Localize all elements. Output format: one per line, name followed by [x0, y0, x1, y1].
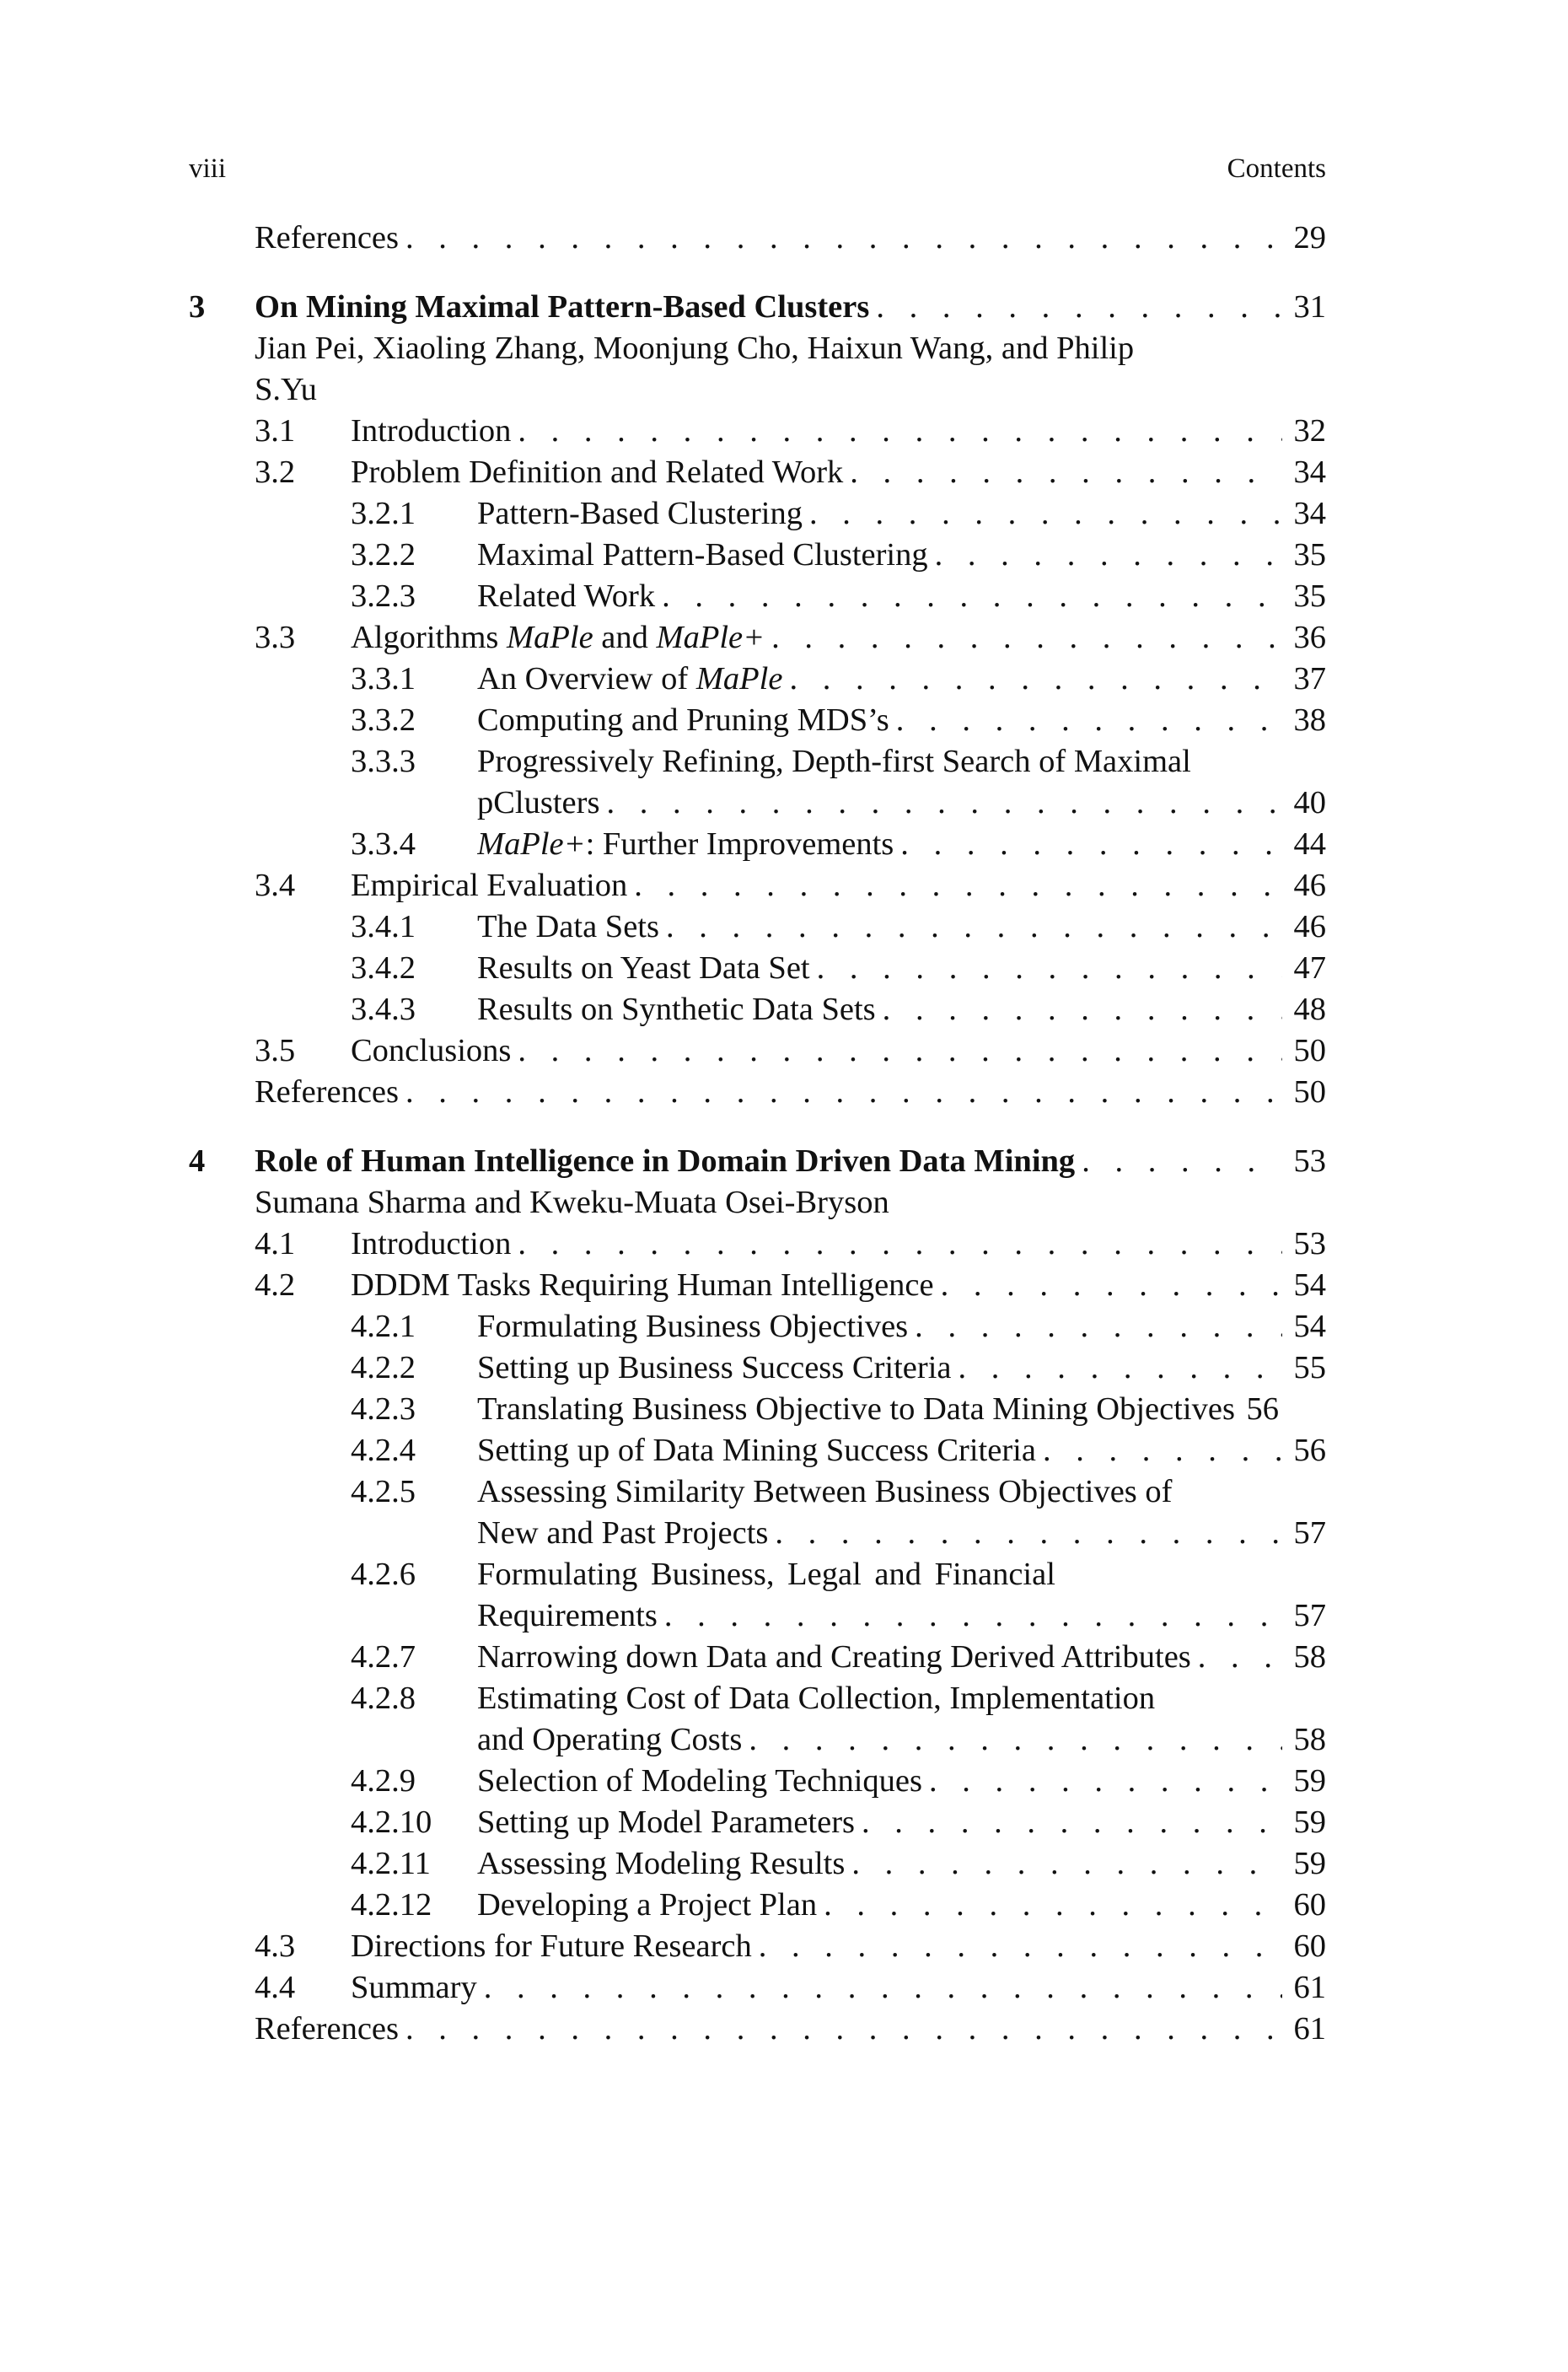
subsection-title: Setting up Model Parameters — [477, 1805, 856, 1840]
toc-references-ch4[interactable] — [189, 2009, 1326, 2050]
toc-subsection-4-2-2[interactable] — [189, 1347, 1326, 1389]
toc-section-3-5[interactable] — [189, 1030, 1326, 1072]
entry-page: 40 — [1293, 785, 1326, 820]
chapter-title: On Mining Maximal Pattern-Based Clusters — [255, 289, 870, 325]
toc-subsection-3-2-1[interactable] — [189, 493, 1326, 535]
entry-page: 56 — [1293, 1433, 1326, 1468]
subsection-number: 3.3.3 — [351, 744, 416, 779]
subsection-number: 4.2.9 — [351, 1763, 416, 1799]
title-italic: MaPle+ — [656, 620, 765, 655]
subsection-number: 4.2.6 — [351, 1557, 416, 1592]
entry-page: 53 — [1293, 1143, 1326, 1179]
subsection-title: Formulating Business Objectives — [477, 1309, 909, 1344]
dot-leader — [655, 576, 1282, 617]
entry-page: 57 — [1293, 1598, 1326, 1633]
entry-page: 44 — [1293, 826, 1326, 862]
toc-section-4-3[interactable] — [189, 1926, 1326, 1967]
entry-page: 59 — [1293, 1805, 1326, 1840]
subsection-title-line: Estimating Cost of Data Collection, Implementation — [477, 1681, 1156, 1716]
entry-page: 60 — [1293, 1928, 1326, 1964]
section-number: 4.4 — [255, 1970, 296, 2005]
subsection-title — [477, 824, 894, 865]
running-title: Contents — [1227, 153, 1326, 184]
section-title: Directions for Future Research — [351, 1928, 752, 1964]
subsection-title: Translating Business Objective to Data Mining Objectives — [477, 1391, 1235, 1427]
dot-leader — [934, 1265, 1282, 1306]
toc-subsection-3-3-1[interactable] — [189, 659, 1326, 700]
title-italic: MaPle — [695, 661, 783, 697]
subsection-title: Related Work — [477, 578, 656, 614]
entry-page: 47 — [1293, 950, 1326, 986]
subsection-title-line: Progressively Refining, Depth-first Search of Maximal — [477, 744, 1191, 779]
subsection-number: 4.2.3 — [351, 1391, 416, 1427]
subsection-title: Results on Yeast Data Set — [477, 950, 810, 986]
entry-page: 60 — [1293, 1887, 1326, 1923]
dot-leader — [1075, 1141, 1282, 1182]
section-title: Introduction — [351, 1226, 512, 1261]
toc-subsection-3-4-1[interactable] — [189, 906, 1326, 948]
toc-section-3-2[interactable] — [189, 452, 1326, 493]
dot-leader — [399, 218, 1282, 259]
toc-subsection-4-2-3[interactable] — [189, 1389, 1326, 1430]
dot-leader — [659, 906, 1282, 948]
dot-leader — [894, 824, 1282, 865]
page-number: viii — [189, 153, 227, 184]
entry-title: References — [255, 220, 399, 255]
chapter-3-authors — [189, 328, 1326, 369]
subsection-number: 4.2.8 — [351, 1681, 416, 1716]
chapter-title: Role of Human Intelligence in Domain Driven Data Mining — [255, 1143, 1076, 1179]
dot-leader — [889, 700, 1282, 741]
subsection-title — [477, 659, 782, 700]
subsection-title: Setting up Business Success Criteria — [477, 1350, 952, 1385]
subsection-title: Pattern-Based Clustering — [477, 496, 803, 531]
dot-leader — [399, 2009, 1282, 2050]
subsection-number: 3.2.3 — [351, 578, 416, 614]
toc-references-ch2[interactable] — [189, 218, 1326, 259]
subsection-title: Selection of Modeling Techniques — [477, 1763, 923, 1799]
subsection-number: 3.3.1 — [351, 661, 416, 697]
entry-page: 34 — [1293, 454, 1326, 490]
dot-leader — [511, 1224, 1282, 1265]
toc-subsection-3-2-2[interactable] — [189, 535, 1326, 576]
title-text: An Overview of — [477, 661, 696, 697]
toc-references-ch3[interactable] — [189, 1072, 1326, 1113]
chapter-number: 4 — [189, 1143, 206, 1179]
dot-leader — [855, 1802, 1282, 1843]
dot-leader — [803, 493, 1282, 535]
entry-page: 48 — [1293, 992, 1326, 1027]
toc-subsection-4-2-1[interactable] — [189, 1306, 1326, 1347]
subsection-title: Computing and Pruning MDS’s — [477, 702, 889, 738]
section-number: 4.2 — [255, 1267, 296, 1303]
section-title — [351, 617, 765, 659]
subsection-number: 4.2.5 — [351, 1474, 416, 1509]
dot-leader — [765, 617, 1282, 659]
subsection-title: and Operating Costs — [477, 1722, 743, 1757]
subsection-title: New and Past Projects — [477, 1515, 769, 1551]
subsection-number: 3.3.4 — [351, 826, 416, 862]
authors-line: S.Yu — [255, 372, 317, 407]
subsection-number: 4.2.4 — [351, 1433, 416, 1468]
toc-section-4-4[interactable] — [189, 1967, 1326, 2009]
dot-leader — [1036, 1430, 1282, 1471]
entry-page: 32 — [1293, 413, 1326, 449]
toc-subsection-4-2-12[interactable] — [189, 1885, 1326, 1926]
entry-page: 58 — [1293, 1639, 1326, 1675]
entry-page: 54 — [1293, 1267, 1326, 1303]
dot-leader — [869, 287, 1282, 328]
dot-leader — [1191, 1637, 1282, 1678]
section-title: Problem Definition and Related Work — [351, 454, 844, 490]
toc-subsection-3-3-4[interactable] — [189, 824, 1326, 865]
entry-page: 35 — [1293, 537, 1326, 573]
toc-chapter-4[interactable] — [189, 1141, 1326, 1182]
toc-subsection-3-3-2[interactable] — [189, 700, 1326, 741]
toc-subsection-4-2-5[interactable] — [189, 1471, 1326, 1513]
section-title: Introduction — [351, 413, 512, 449]
section-number: 4.1 — [255, 1226, 296, 1261]
entry-page: 61 — [1293, 2011, 1326, 2047]
toc-subsection-4-2-11[interactable] — [189, 1843, 1326, 1885]
dot-leader — [658, 1595, 1282, 1637]
running-header — [189, 150, 1326, 187]
subsection-title: Requirements — [477, 1598, 658, 1633]
entry-page: 61 — [1293, 1970, 1326, 2005]
subsection-number: 3.4.3 — [351, 992, 416, 1027]
toc-section-3-4[interactable] — [189, 865, 1326, 906]
dot-leader — [928, 535, 1282, 576]
section-number: 3.5 — [255, 1033, 296, 1068]
dot-leader — [477, 1967, 1282, 2009]
toc-subsection-4-2-8-cont[interactable] — [189, 1719, 1326, 1761]
dot-leader — [908, 1306, 1282, 1347]
toc-subsection-4-2-8[interactable] — [189, 1678, 1326, 1719]
subsection-number: 3.4.1 — [351, 909, 416, 944]
chapter-4-authors — [189, 1182, 1326, 1224]
entry-page: 29 — [1293, 220, 1326, 255]
subsection-number: 4.2.2 — [351, 1350, 416, 1385]
subsection-title: Setting up of Data Mining Success Criteria — [477, 1433, 1036, 1468]
dot-leader — [951, 1347, 1282, 1389]
subsection-number: 4.2.12 — [351, 1887, 432, 1923]
entry-title: References — [255, 1074, 399, 1110]
title-text: Algorithms — [351, 620, 507, 655]
section-title: Summary — [351, 1970, 477, 2005]
toc-section-4-2[interactable] — [189, 1265, 1326, 1306]
dot-leader — [782, 659, 1282, 700]
entry-page: 46 — [1293, 868, 1326, 903]
toc-subsection-3-4-3[interactable] — [189, 989, 1326, 1030]
subsection-number: 3.4.2 — [351, 950, 416, 986]
toc-chapter-3[interactable] — [189, 287, 1326, 328]
section-number: 3.1 — [255, 413, 296, 449]
dot-leader — [845, 1843, 1282, 1885]
dot-leader — [768, 1513, 1282, 1554]
toc-subsection-4-2-4[interactable] — [189, 1430, 1326, 1471]
section-title: DDDM Tasks Requiring Human Intelligence — [351, 1267, 934, 1303]
table-of-contents — [189, 218, 1326, 2050]
dot-leader — [742, 1719, 1282, 1761]
toc-subsection-4-2-7[interactable] — [189, 1637, 1326, 1678]
toc-section-3-1[interactable] — [189, 411, 1326, 452]
subsection-title: Developing a Project Plan — [477, 1887, 818, 1923]
entry-page: 55 — [1293, 1350, 1326, 1385]
entry-page: 37 — [1293, 661, 1326, 697]
dot-leader — [599, 783, 1282, 824]
section-title: Conclusions — [351, 1033, 512, 1068]
section-number: 3.4 — [255, 868, 296, 903]
subsection-title: Narrowing down Data and Creating Derived Attributes — [477, 1639, 1191, 1675]
entry-page: 34 — [1293, 496, 1326, 531]
authors-line: Sumana Sharma and Kweku-Muata Osei-Bryson — [255, 1185, 889, 1220]
subsection-title: Results on Synthetic Data Sets — [477, 992, 876, 1027]
authors-line: Jian Pei, Xiaoling Zhang, Moonjung Cho, Haixun Wang, and Philip — [255, 331, 1135, 366]
entry-page: 56 — [1246, 1391, 1279, 1427]
toc-subsection-4-2-9[interactable] — [189, 1761, 1326, 1802]
entry-title: References — [255, 2011, 399, 2047]
title-text: : Further Improvements — [585, 826, 894, 862]
subsection-number: 3.3.2 — [351, 702, 416, 738]
toc-subsection-4-2-6[interactable] — [189, 1554, 1326, 1595]
entry-page: 31 — [1293, 289, 1326, 325]
subsection-title: Assessing Modeling Results — [477, 1846, 846, 1881]
section-number: 3.2 — [255, 454, 296, 490]
subsection-number: 4.2.1 — [351, 1309, 416, 1344]
section-number: 4.3 — [255, 1928, 296, 1964]
subsection-number: 3.2.2 — [351, 537, 416, 573]
entry-page: 50 — [1293, 1074, 1326, 1110]
title-italic: MaPle+ — [477, 826, 586, 862]
toc-subsection-3-2-3[interactable] — [189, 576, 1326, 617]
subsection-title: Maximal Pattern-Based Clustering — [477, 537, 928, 573]
subsection-number: 4.2.11 — [351, 1846, 431, 1881]
entry-page: 46 — [1293, 909, 1326, 944]
entry-page: 54 — [1293, 1309, 1326, 1344]
entry-page: 35 — [1293, 578, 1326, 614]
section-number: 3.3 — [255, 620, 296, 655]
entry-page: 59 — [1293, 1846, 1326, 1881]
dot-leader — [922, 1761, 1282, 1802]
subsection-title-line: Formulating Business, Legal and Financial — [477, 1557, 1055, 1592]
subsection-number: 4.2.10 — [351, 1805, 432, 1840]
entry-page: 53 — [1293, 1226, 1326, 1261]
dot-leader — [876, 989, 1282, 1030]
dot-leader — [627, 865, 1282, 906]
entry-page: 58 — [1293, 1722, 1326, 1757]
dot-leader — [752, 1926, 1282, 1967]
subsection-title: The Data Sets — [477, 909, 659, 944]
toc-subsection-3-3-3[interactable] — [189, 741, 1326, 783]
title-text: and — [593, 620, 657, 655]
subsection-title-line: Assessing Similarity Between Business Objectives of — [477, 1474, 1173, 1509]
chapter-number: 3 — [189, 289, 206, 325]
entry-page: 57 — [1293, 1515, 1326, 1551]
entry-page: 59 — [1293, 1763, 1326, 1799]
toc-subsection-4-2-5-cont[interactable] — [189, 1513, 1326, 1554]
toc-subsection-4-2-6-cont[interactable] — [189, 1595, 1326, 1637]
toc-subsection-3-4-2[interactable] — [189, 948, 1326, 989]
title-italic: MaPle — [507, 620, 593, 655]
entry-page: 36 — [1293, 620, 1326, 655]
dot-leader — [843, 452, 1282, 493]
dot-leader — [817, 1885, 1282, 1926]
toc-section-4-1[interactable] — [189, 1224, 1326, 1265]
dot-leader — [511, 411, 1282, 452]
chapter-3-authors-cont — [189, 369, 1326, 411]
subsection-number: 4.2.7 — [351, 1639, 416, 1675]
dot-leader — [511, 1030, 1282, 1072]
toc-subsection-3-3-3-cont[interactable] — [189, 783, 1326, 824]
section-title: Empirical Evaluation — [351, 868, 628, 903]
entry-page: 38 — [1293, 702, 1326, 738]
toc-subsection-4-2-10[interactable] — [189, 1802, 1326, 1843]
entry-page: 50 — [1293, 1033, 1326, 1068]
dot-leader — [810, 948, 1282, 989]
subsection-number: 3.2.1 — [351, 496, 416, 531]
dot-leader — [399, 1072, 1282, 1113]
toc-section-3-3[interactable] — [189, 617, 1326, 659]
subsection-title: pClusters — [477, 785, 600, 820]
